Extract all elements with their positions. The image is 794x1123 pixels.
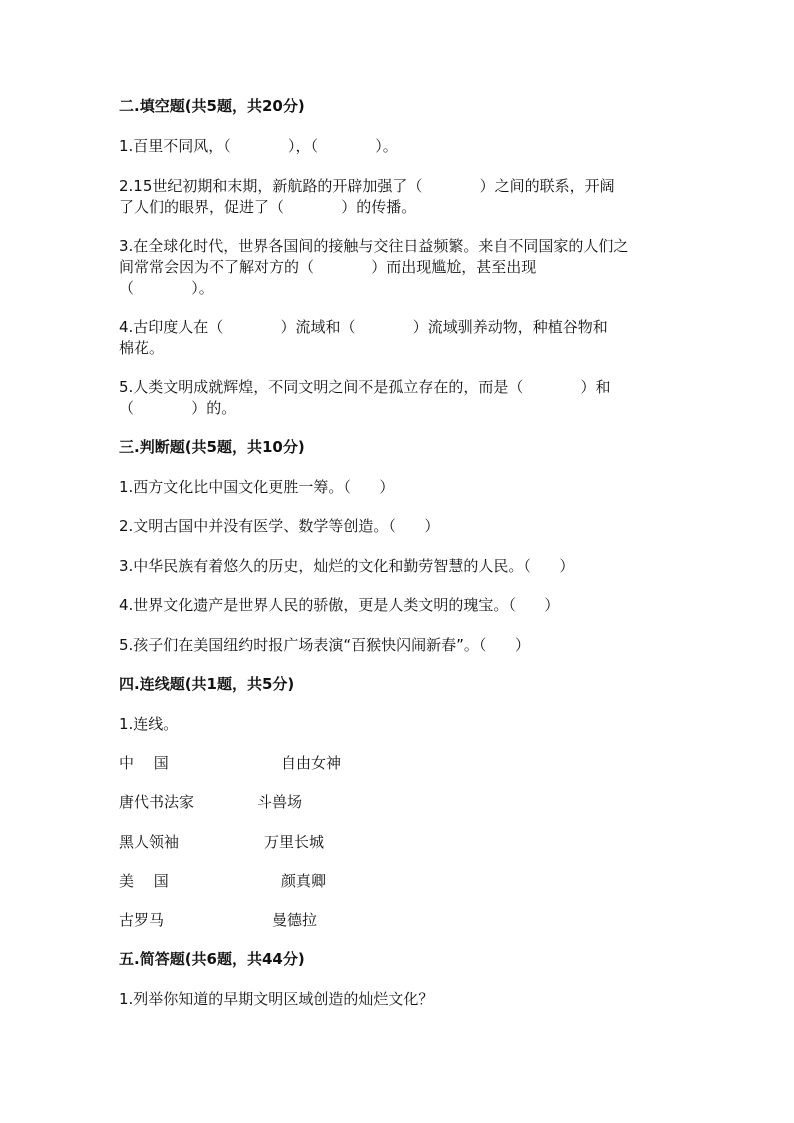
section-heading-match: 四.连线题(共1题，共5分) — [119, 675, 295, 693]
match-left-item-3: 黑人领袖 — [119, 833, 180, 851]
fill-question-3-line-1: 3.在全球化时代，世界各国间的接触与交往日益频繁。来自不同国家的人们之 — [119, 237, 629, 255]
fill-question-3-line-2: 间常常会因为不了解对方的（ ）而出现尴尬，甚至出现 — [119, 258, 537, 276]
match-left-item-1: 中 国 — [119, 754, 169, 772]
section-heading-fill: 二.填空题(共5题，共20分) — [119, 97, 305, 115]
match-right-item-4: 颜真卿 — [281, 872, 327, 890]
judge-question-1: 1.西方文化比中国文化更胜一筹。（ ） — [119, 478, 395, 496]
fill-question-4-line-2: 棉花。 — [119, 339, 165, 357]
match-right-item-5: 曼德拉 — [272, 911, 318, 929]
match-right-item-1: 自由女神 — [281, 754, 342, 772]
fill-question-5-line-1: 5.人类文明成就辉煌，不同文明之间不是孤立存在的，而是（ ）和 — [119, 378, 611, 396]
match-left-item-4: 美 国 — [119, 872, 169, 890]
fill-question-4-line-1: 4.古印度人在（ ）流域和（ ）流域驯养动物，种植谷物和 — [119, 318, 608, 336]
judge-question-4: 4.世界文化遗产是世界人民的骄傲，更是人类文明的瑰宝。（ ） — [119, 596, 560, 614]
judge-question-3: 3.中华民族有着悠久的历史，灿烂的文化和勤劳智慧的人民。（ ） — [119, 557, 575, 575]
fill-question-5-line-2: （ ）的。 — [119, 399, 237, 417]
match-question-1: 1.连线。 — [119, 715, 179, 733]
match-right-item-3: 万里长城 — [264, 833, 325, 851]
fill-question-2-line-2: 了人们的眼界，促进了（ ）的传播。 — [119, 198, 417, 216]
judge-question-5: 5.孩子们在美国纽约时报广场表演“百猴快闪闹新春”。（ ） — [119, 636, 530, 654]
match-left-item-5: 古罗马 — [119, 911, 165, 929]
section-heading-judge: 三.判断题(共5题，共10分) — [119, 438, 305, 456]
match-left-item-2: 唐代书法家 — [119, 793, 195, 811]
fill-question-2-line-1: 2.15世纪初期和末期，新航路的开辟加强了（ ）之间的联系，开阔 — [119, 177, 615, 195]
fill-question-1-line-1: 1.百里不同风，（ ），（ ）。 — [119, 137, 398, 155]
section-heading-short: 五.简答题(共6题，共44分) — [119, 950, 305, 968]
judge-question-2: 2.文明古国中并没有医学、数学等创造。（ ） — [119, 517, 440, 535]
fill-question-3-line-3: （ ）。 — [119, 279, 214, 297]
match-right-item-2: 斗兽场 — [257, 793, 303, 811]
short-question-1: 1.列举你知道的早期文明区域创造的灿烂文化？ — [119, 990, 434, 1008]
